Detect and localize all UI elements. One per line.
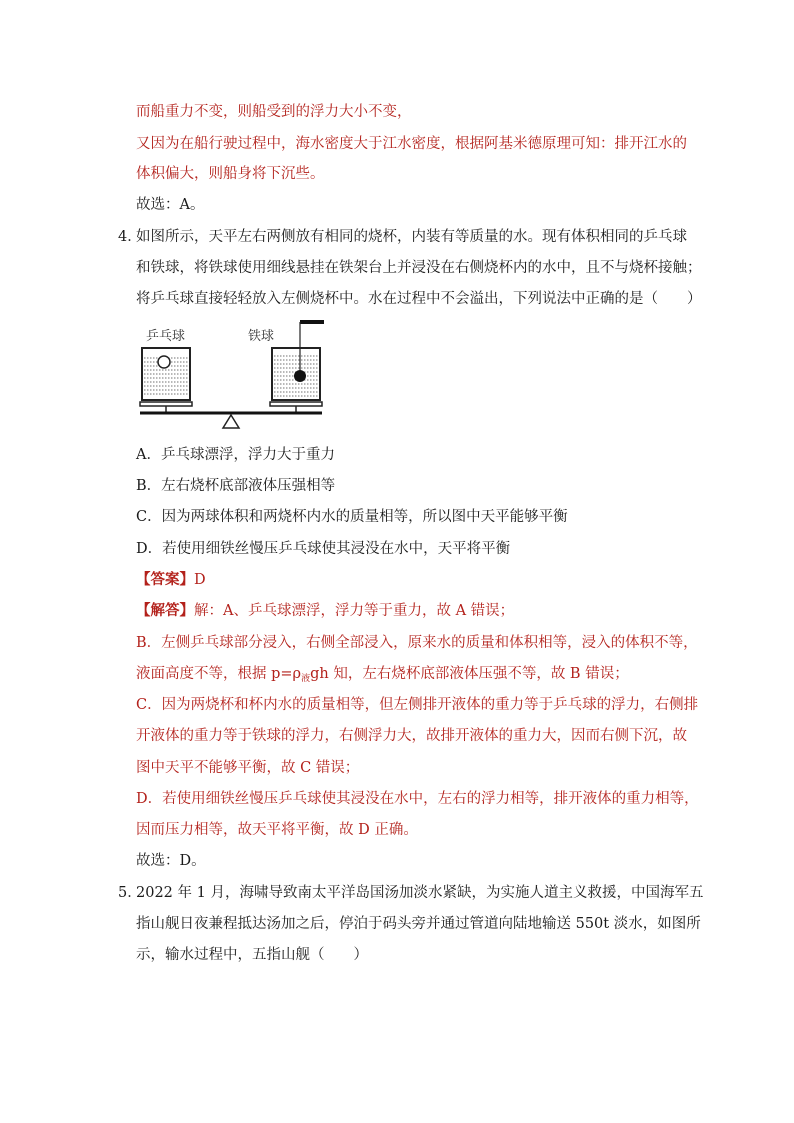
- ping-pong-ball: [158, 356, 170, 368]
- explain-b2-post: gh 知，左右烧杯底部液体压强不等，故 B 错误；: [310, 666, 629, 682]
- prev-explain-line-1: 而船重力不变，则船受到的浮力大小不变，: [136, 104, 412, 120]
- ping-pong-label: 乒乓球: [146, 329, 186, 344]
- prev-choice: 故选：A。: [136, 197, 205, 213]
- q4-option-a: A．乒乓球漂浮，浮力大于重力: [136, 447, 335, 463]
- q5-number: 5．: [118, 885, 142, 901]
- q4-stem-line-2: 和铁球，将铁球使用细线悬挂在铁架台上并浸没在右侧烧杯内的水中，且不与烧杯接触；: [136, 260, 702, 276]
- q4-explain-c1: C．因为两烧杯和杯内水的质量相等，但左侧排开液体的重力等于乒乓球的浮力，右侧排: [136, 697, 699, 713]
- q4-explain-b2: [136, 664, 629, 689]
- q5-stem-line-3: 示，输水过程中，五指山舰（ ）: [136, 947, 368, 963]
- q4-option-d: D．若使用细铁丝慢压乒乓球使其浸没在水中，天平将平衡: [136, 541, 511, 557]
- explain-b2-sub: 液: [301, 674, 311, 684]
- prev-explain-line-2: 又因为在船行驶过程中，海水密度大于江水密度，根据阿基米德原理可知：排开江水的: [136, 136, 687, 152]
- q4-stem-line-3: 将乒乓球直接轻轻放入左侧烧杯中。水在过程中不会溢出，下列说法中正确的是（ ）: [136, 291, 702, 307]
- q4-option-c: C．因为两球体积和两烧杯内水的质量相等，所以图中天平能够平衡: [136, 509, 568, 525]
- fulcrum: [223, 415, 239, 428]
- right-beaker: [272, 322, 324, 400]
- explain-b2-pre: 液面高度不等，根据 p=ρ: [136, 666, 302, 682]
- q5-stem-line-1: 2022 年 1 月，海啸导致南太平洋岛国汤加淡水紧缺，为实施人道主义救援，中国海军五: [136, 885, 704, 901]
- prev-explain-line-3: 体积偏大，则船身将下沉些。: [136, 166, 325, 182]
- left-beaker: [142, 348, 190, 400]
- q5-stem-line-2: 指山舰日夜兼程抵达汤加之后，停泊于码头旁并通过管道向陆地输送 550t 淡水，如图所: [136, 916, 701, 932]
- answer-tag: 【答案】: [136, 571, 194, 588]
- q4-stem-line-1: 如图所示，天平左右两侧放有相同的烧杯，内装有等质量的水。现有体积相同的乒乓球: [136, 229, 687, 245]
- q4-explain-c3: 图中天平不能够平衡，故 C 错误；: [136, 760, 360, 776]
- q4-explain-c2: 开液体的重力等于铁球的浮力，右侧浮力大，故排开液体的重力大，因而右侧下沉，故: [136, 728, 687, 744]
- q4-explain-b1: B．左侧乒乓球部分浸入，右侧全部浸入，原来水的质量和体积相等，浸入的体积不等，: [136, 635, 698, 651]
- explain-a-text: 解：A、乒乓球漂浮，浮力等于重力，故 A 错误；: [194, 603, 515, 619]
- q4-explain-d2: 因而压力相等，故天平将平衡，故 D 正确。: [136, 822, 418, 838]
- q4-choice: 故选：D。: [136, 853, 206, 869]
- q4-explain-a: [136, 601, 514, 621]
- explain-tag: 【解答】: [136, 602, 194, 619]
- answer-value: D: [194, 572, 206, 588]
- q4-answer: [136, 570, 206, 590]
- balance-figure: [136, 318, 336, 438]
- iron-ball-label: 铁球: [248, 329, 275, 344]
- iron-ball: [294, 370, 306, 382]
- q4-explain-d1: D．若使用细铁丝慢压乒乓球使其浸没在水中，左右的浮力相等，排开液体的重力相等，: [136, 791, 699, 807]
- q4-option-b: B．左右烧杯底部液体压强相等: [136, 478, 336, 494]
- q4-number: 4．: [118, 229, 142, 245]
